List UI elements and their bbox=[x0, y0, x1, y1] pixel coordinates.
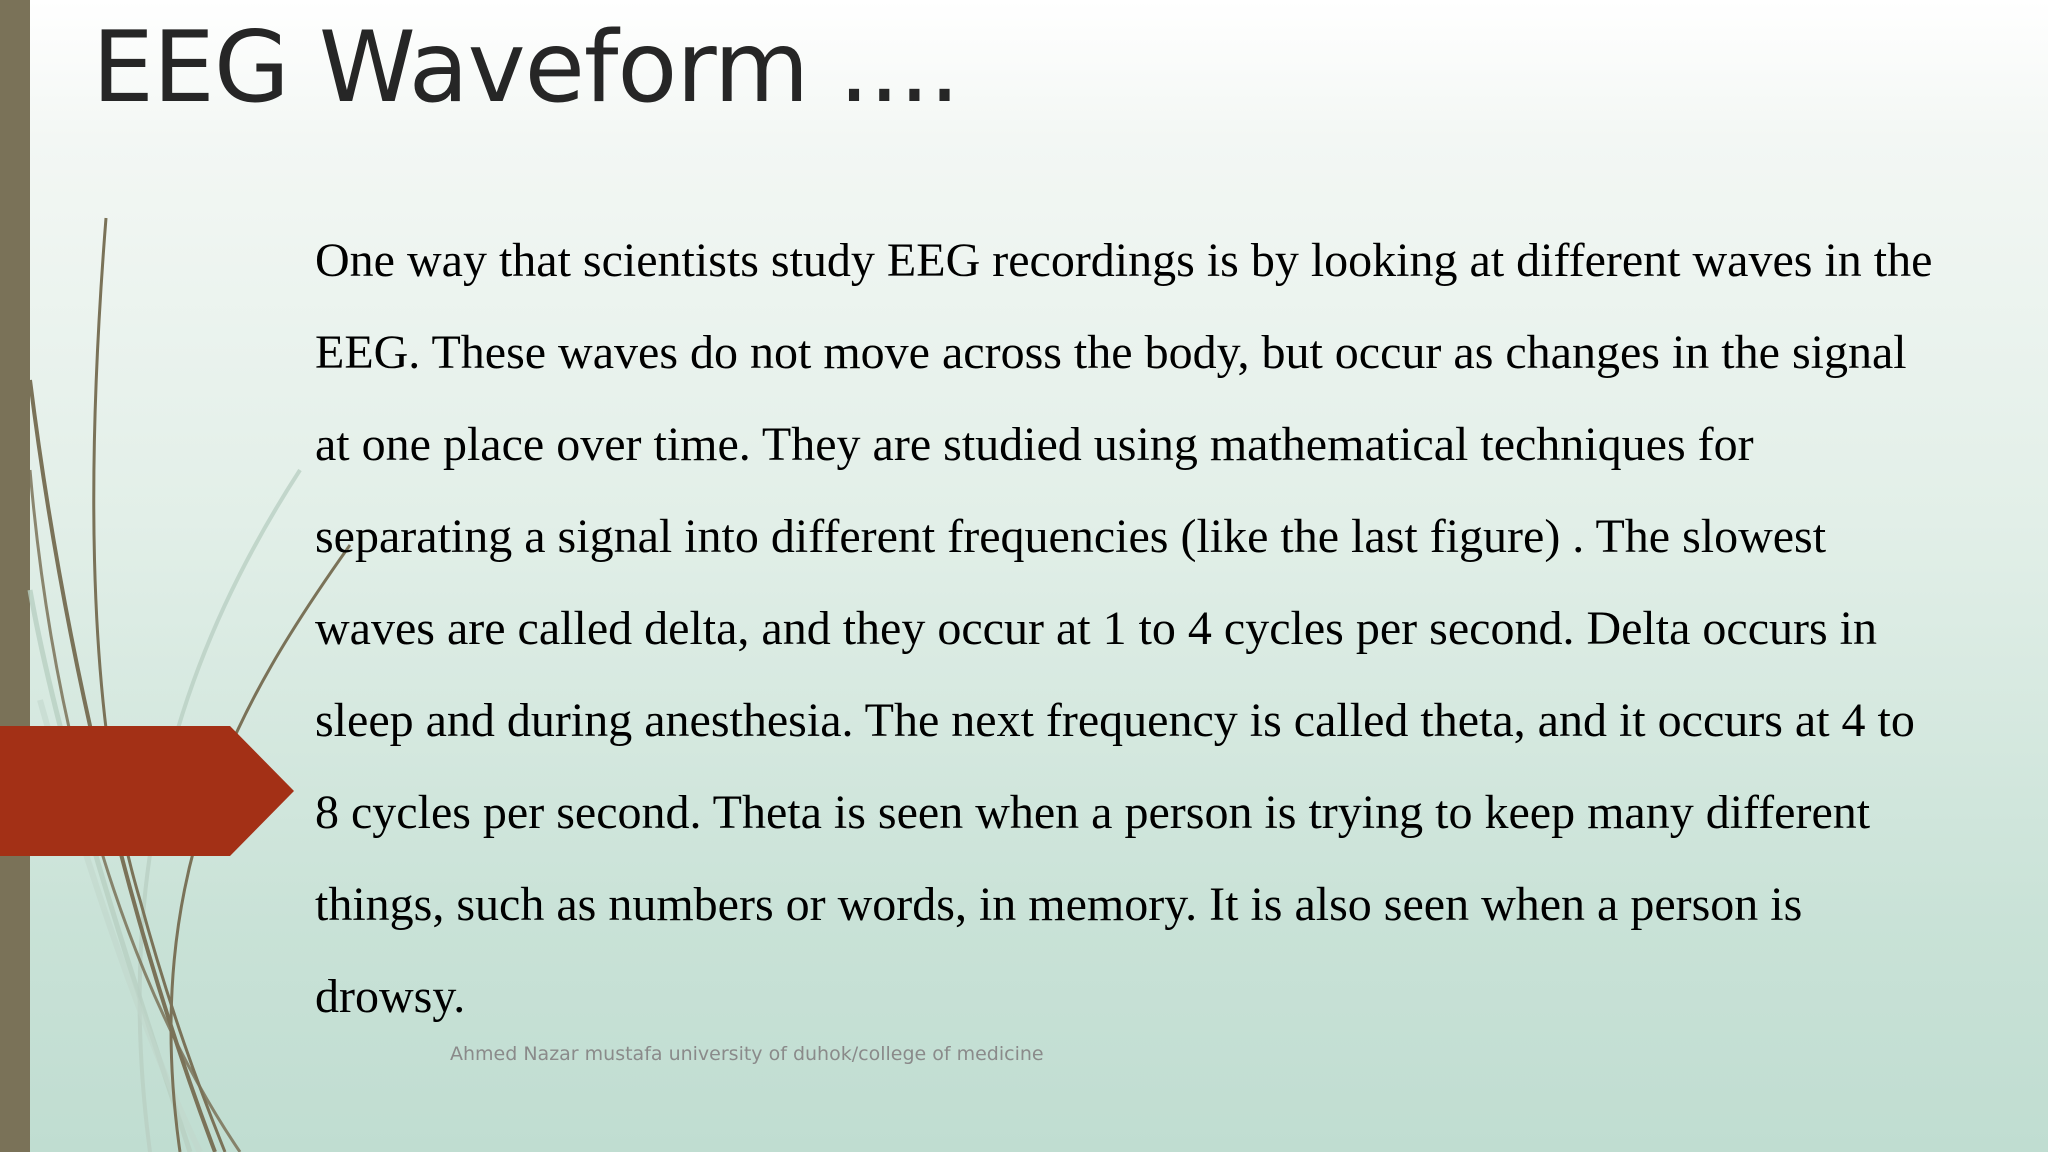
slide-footer: Ahmed Nazar mustafa university of duhok/college of medicine bbox=[450, 1043, 1044, 1065]
slide-title: EEG Waveform .... bbox=[92, 11, 960, 125]
body-paragraph: One way that scientists study EEG recordings is by looking at different waves in the EEG. These waves do not move across the body, but occur as changes in the signal at one place over time. They are studied using mathematical techniques for separating a signal into different frequencies (like the last figure) . The slowest waves are called delta, and they occur at 1 to 4 cycles per second. Delta occurs in sleep and during anesthesia. The next frequency is called theta, and it occurs at 4 to 8 cycles per second. Theta is seen when a person is trying to keep many different things, such as numbers or words, in memory. It is also seen when a person is drowsy. bbox=[315, 234, 1933, 1023]
arrow-tab-shape bbox=[0, 726, 294, 856]
